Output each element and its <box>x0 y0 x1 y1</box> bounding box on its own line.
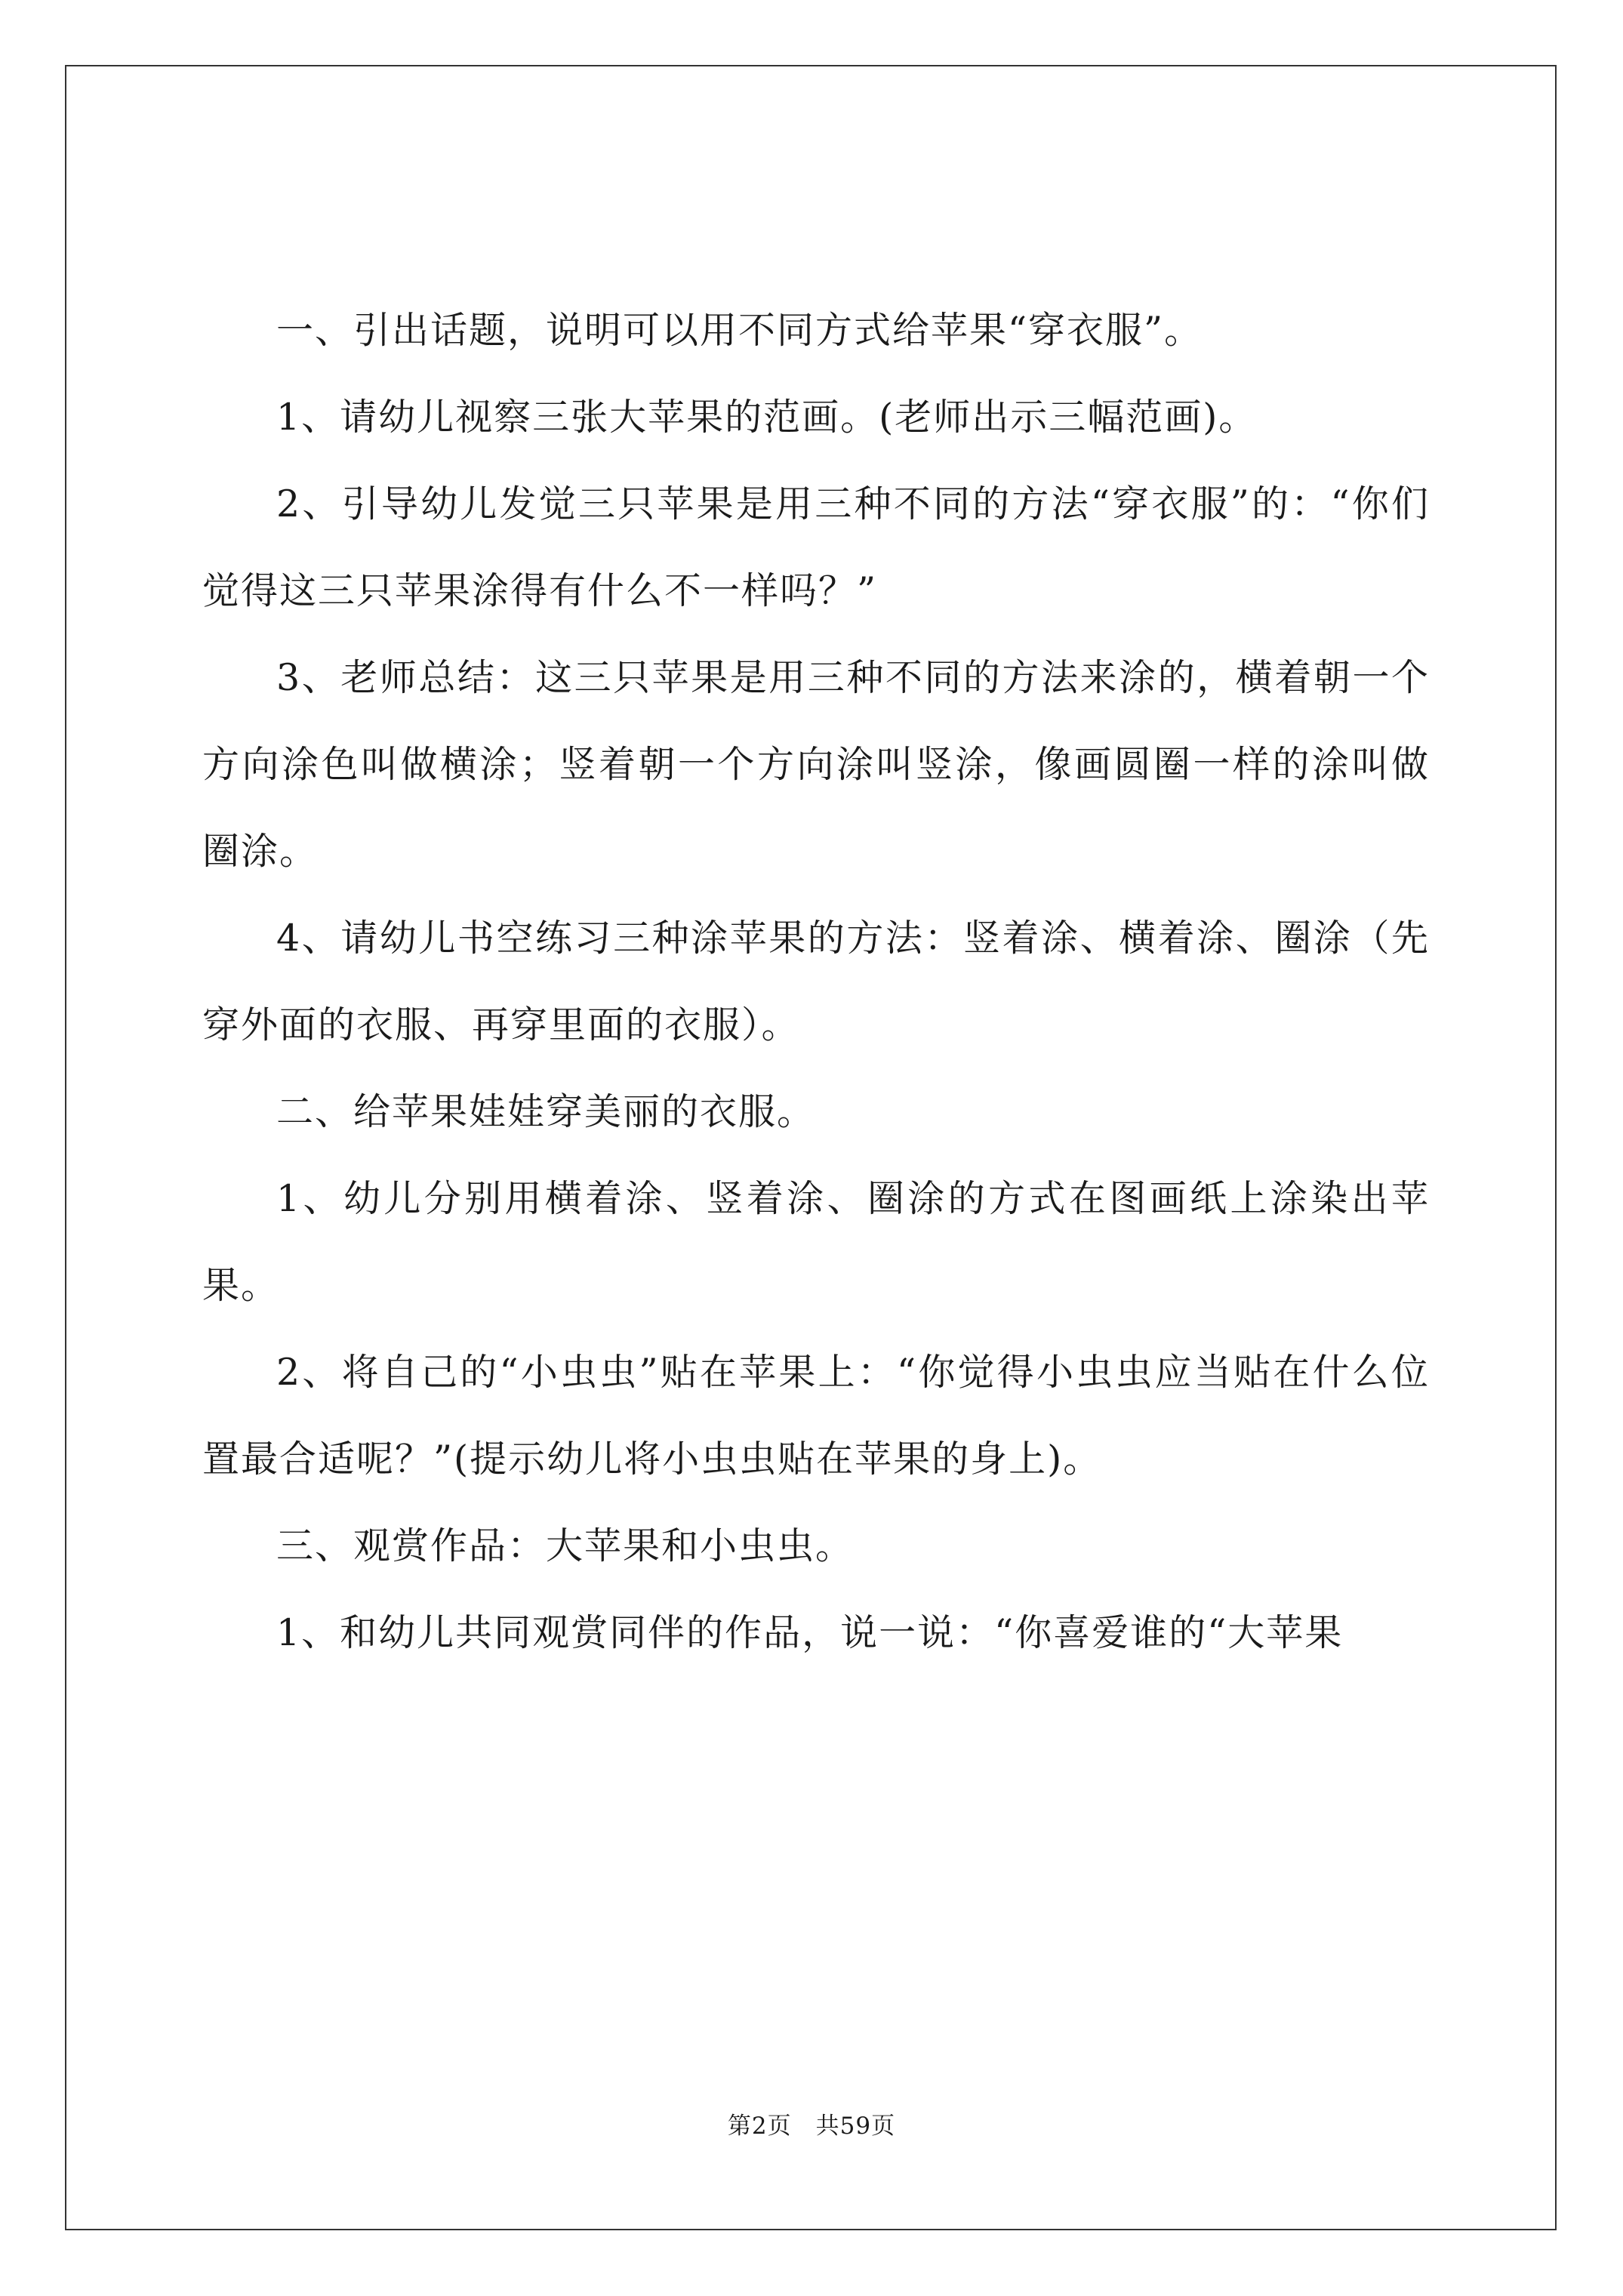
paragraph-5: 4、请幼儿书空练习三种涂苹果的方法：竖着涂、横着涂、圈涂（先穿外面的衣服、再穿里面的衣服）。 <box>202 917 1430 1046</box>
paragraph-1: 一、引出话题，说明可以用不同方式给苹果“穿衣服”。 <box>276 309 1203 352</box>
paragraph-7: 1、幼儿分别用横着涂、竖着涂、圈涂的方式在图画纸上涂染出苹果。 <box>202 1177 1430 1307</box>
page-number-footer: 第2页 共59页 <box>727 2113 896 2140</box>
paragraph-9: 三、观赏作品：大苹果和小虫虫。 <box>276 1524 855 1567</box>
paragraph-3: 2、引导幼儿发觉三只苹果是用三种不同的方法“穿衣服”的：“你们觉得这三只苹果涂得有什么不一样吗？” <box>202 482 1430 612</box>
paragraph-8: 2、将自己的“小虫虫”贴在苹果上：“你觉得小虫虫应当贴在什么位置最合适呢？”(提示幼儿将小虫虫贴在苹果的身上)。 <box>202 1351 1430 1481</box>
document-body <box>202 287 1430 1676</box>
paragraph-4: 3、老师总结：这三只苹果是用三种不同的方法来涂的，横着朝一个方向涂色叫做横涂；竖着朝一个方向涂叫竖涂，像画圆圈一样的涂叫做圈涂。 <box>202 656 1430 873</box>
paragraph-6: 二、给苹果娃娃穿美丽的衣服。 <box>276 1090 816 1133</box>
paragraph-10: 1、和幼儿共同观赏同伴的作品，说一说：“你喜爱谁的“大苹果 <box>276 1611 1344 1654</box>
paragraph-2: 1、请幼儿视察三张大苹果的范画。(老师出示三幅范画)。 <box>276 396 1258 439</box>
